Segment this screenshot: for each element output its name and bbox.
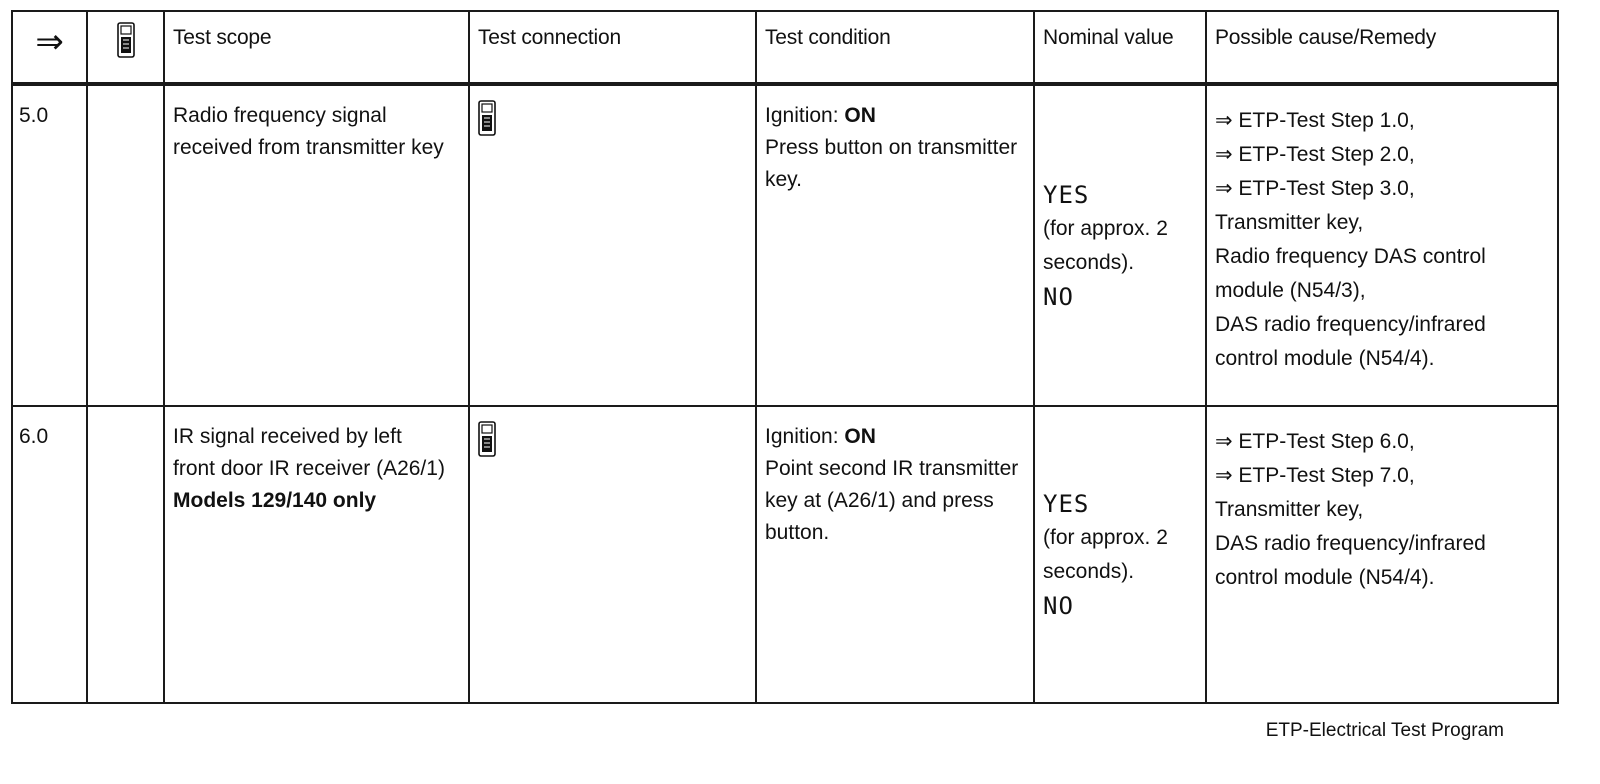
arrow-header-cell — [12, 11, 87, 84]
remedy-link[interactable]: ⇒ ETP-Test Step 2.0, — [1215, 143, 1415, 166]
nominal-yes: YES — [1043, 489, 1090, 518]
remedy-text: control module (N54/4). — [1215, 347, 1435, 370]
nominal-note: seconds). — [1043, 250, 1135, 274]
remedy-link[interactable]: ⇒ ETP-Test Step 6.0, — [1215, 430, 1415, 454]
test-scope-cell — [164, 84, 469, 406]
tester-cell — [87, 406, 164, 703]
test-connection-cell — [469, 84, 756, 406]
condition-text: Point second IR transmitter — [765, 457, 1019, 481]
remedy-text: Transmitter key, — [1215, 211, 1364, 234]
handheld-tester-icon — [478, 421, 496, 457]
condition-ignition — [765, 100, 1025, 132]
footer-caption: ETP-Electrical Test Program — [1265, 720, 1504, 741]
condition-value: ON — [844, 425, 876, 449]
table-row — [12, 84, 1558, 406]
remedy-text: module (N54/3), — [1215, 279, 1366, 302]
tester-cell — [87, 84, 164, 406]
nominal-no: NO — [1043, 282, 1074, 311]
condition-label: Ignition: — [765, 425, 845, 449]
test-scope-cell — [164, 406, 469, 703]
remedy-cell — [1206, 406, 1558, 703]
handheld-tester-icon — [117, 22, 135, 58]
nominal-note: (for approx. 2 — [1043, 216, 1168, 240]
nominal-value-cell — [1034, 84, 1206, 406]
condition-text: button. — [765, 521, 830, 545]
nominal-value-cell — [1034, 406, 1206, 703]
nominal-note: (for approx. 2 — [1043, 525, 1168, 549]
step-number: 5.0 — [12, 84, 87, 406]
test-condition-cell — [756, 406, 1034, 703]
test-connection-header: Test connection — [469, 11, 756, 84]
remedy-text: control module (N54/4). — [1215, 566, 1435, 590]
condition-value: ON — [844, 104, 876, 127]
scope-text: front door IR receiver (A26/1) — [173, 457, 445, 481]
condition-text: key at (A26/1) and press — [765, 489, 994, 513]
remedy-link[interactable]: ⇒ ETP-Test Step 7.0, — [1215, 464, 1415, 488]
condition-label: Ignition: — [765, 104, 845, 127]
condition-text: key. — [765, 168, 802, 191]
possible-cause-header: Possible cause/Remedy — [1206, 11, 1558, 84]
remedy-text: Transmitter key, — [1215, 498, 1364, 522]
condition-ignition — [765, 421, 1025, 453]
scope-text: IR signal received by left — [173, 425, 402, 449]
nominal-yes: YES — [1043, 180, 1090, 209]
table-row — [12, 406, 1558, 703]
remedy-link[interactable]: ⇒ ETP-Test Step 1.0, — [1215, 109, 1415, 132]
test-condition-header: Test condition — [756, 11, 1034, 84]
condition-text: Press button on transmitter — [765, 136, 1018, 159]
nominal-no: NO — [1043, 591, 1074, 620]
test-scope-header: Test scope — [164, 11, 469, 84]
remedy-text: DAS radio frequency/infrared — [1215, 532, 1486, 556]
step-number: 6.0 — [12, 406, 87, 703]
test-condition-cell — [756, 84, 1034, 406]
nominal-note: seconds). — [1043, 559, 1135, 583]
remedy-cell — [1206, 84, 1558, 406]
scope-text: Radio frequency signal — [173, 104, 387, 127]
tester-header-cell — [87, 11, 164, 84]
header-row — [12, 11, 1558, 84]
nominal-value-header: Nominal value — [1034, 11, 1206, 84]
test-connection-cell — [469, 406, 756, 703]
remedy-text: Radio frequency DAS control — [1215, 245, 1486, 268]
etp-test-table — [11, 10, 1559, 704]
remedy-link[interactable]: ⇒ ETP-Test Step 3.0, — [1215, 177, 1415, 200]
remedy-text: DAS radio frequency/infrared — [1215, 313, 1486, 336]
arrow-right-icon: ⇒ — [35, 22, 64, 62]
handheld-tester-icon — [478, 100, 496, 136]
scope-models-note: Models 129/140 only — [173, 489, 377, 513]
scope-text: received from transmitter key — [173, 136, 444, 159]
